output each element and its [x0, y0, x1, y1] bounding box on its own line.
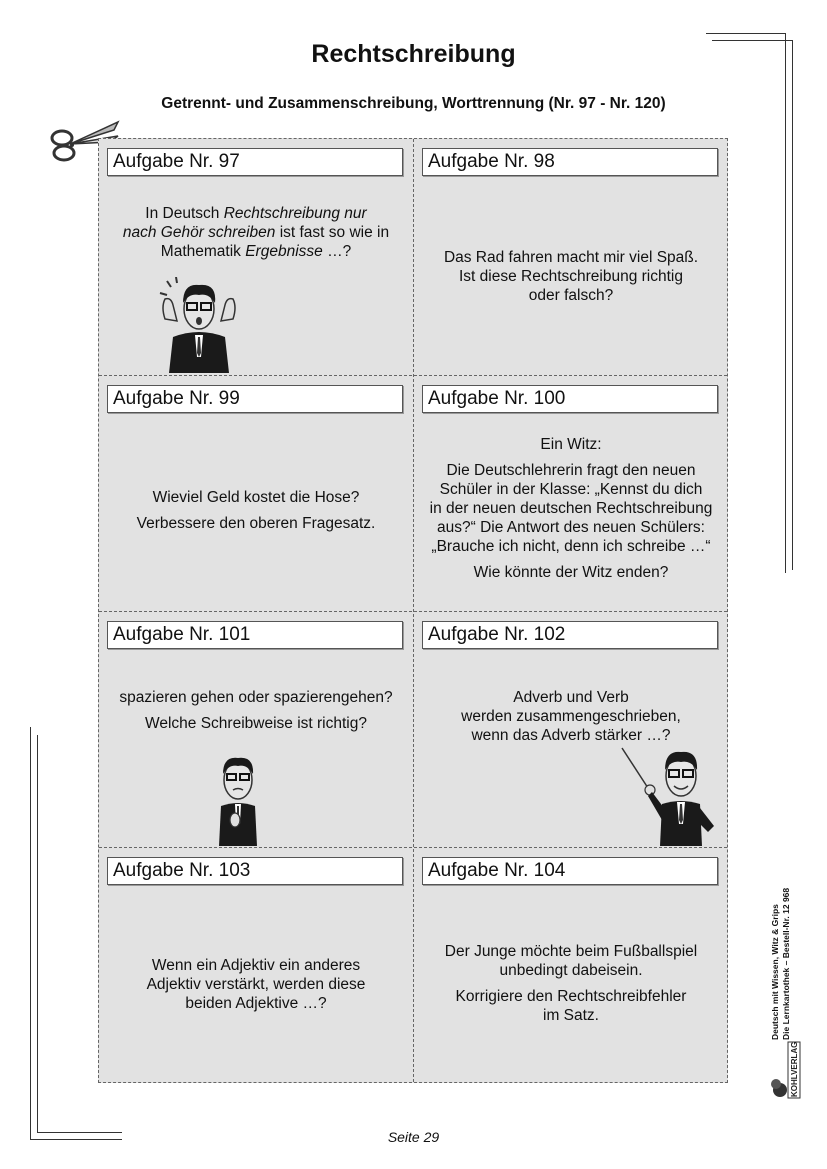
task-card-98: [414, 139, 728, 375]
text-line: oder falsch?: [528, 287, 614, 304]
text-run: ist fast so wie in: [275, 224, 390, 241]
task-card-100: [414, 376, 728, 612]
task-header: Aufgabe Nr. 102: [422, 621, 718, 649]
publisher-line: Die Lernkartothek – Bestell-Nr. 12 968: [781, 887, 791, 1040]
frame-line: [706, 33, 786, 34]
text-line: Schüler in der Klasse: „Kennst du dich: [439, 481, 703, 498]
text-line: unbedingt dabeisein.: [499, 962, 643, 979]
task-text: [105, 204, 407, 261]
task-header: Aufgabe Nr. 101: [107, 621, 403, 649]
publisher-info: [770, 840, 827, 1040]
text-line: Wieviel Geld kostet die Hose?: [152, 489, 360, 506]
frame-line: [785, 33, 786, 573]
text-line: Wenn ein Adjektiv ein anderes: [151, 957, 361, 974]
text-line: Adjektiv verstärkt, werden diese: [146, 976, 366, 993]
text-line: wenn das Adverb stärker …?: [471, 727, 671, 744]
pointing-teacher-illustration: [618, 742, 718, 846]
text-line: „Brauche ich nicht, denn ich schreibe …“: [431, 538, 711, 555]
task-header: Aufgabe Nr. 98: [422, 148, 718, 176]
text-line: Korrigiere den Rechtschreibfehler: [455, 988, 687, 1005]
publisher-logo: [768, 1040, 804, 1102]
text-line: Adverb und Verb: [513, 689, 629, 706]
publisher-line: Deutsch mit Wissen, Witz & Grips: [770, 904, 780, 1040]
text-line: Welche Schreibweise ist richtig?: [145, 715, 367, 732]
task-text: [420, 688, 722, 745]
card-grid: [98, 138, 728, 1083]
task-text: [420, 435, 722, 582]
text-run: …?: [322, 243, 352, 260]
text-line: werden zusammengeschrieben,: [461, 708, 681, 725]
text-line: spazieren gehen oder spazierengehen?: [119, 689, 393, 706]
frame-line: [30, 727, 31, 1139]
task-text: [420, 942, 722, 1025]
task-card-102: [414, 612, 728, 848]
thinking-teacher-illustration: [217, 754, 259, 846]
task-card-103: [99, 848, 413, 1084]
text-line: Der Junge möchte beim Fußballspiel: [444, 943, 698, 960]
task-header: Aufgabe Nr. 99: [107, 385, 403, 413]
text-run-italic: Ergebnisse: [245, 243, 323, 260]
text-line: in der neuen deutschen Rechtschreibung: [429, 500, 713, 517]
text-run-italic: nach Gehör schreiben: [122, 224, 276, 241]
text-line: Das Rad fahren macht mir viel Spaß.: [443, 249, 699, 266]
page-title: Rechtschreibung: [311, 40, 516, 68]
task-card-101: [99, 612, 413, 848]
task-text: [105, 488, 407, 540]
task-text: [105, 956, 407, 1013]
task-header: Aufgabe Nr. 97: [107, 148, 403, 176]
text-line: Ein Witz:: [540, 436, 602, 453]
task-header: Aufgabe Nr. 100: [422, 385, 718, 413]
task-card-97: [99, 139, 413, 375]
text-line: aus?“ Die Antwort des neuen Schülers:: [437, 519, 705, 536]
surprised-teacher-illustration: [159, 277, 239, 373]
page-number: Seite 29: [387, 1129, 440, 1145]
text-line: Die Deutschlehrerin fragt den neuen: [446, 462, 696, 479]
task-text: [105, 688, 407, 740]
task-header: Aufgabe Nr. 104: [422, 857, 718, 885]
text-run: In Deutsch: [145, 205, 224, 222]
text-line: Wie könnte der Witz enden?: [473, 564, 669, 581]
task-card-99: [99, 376, 413, 612]
frame-line: [792, 40, 793, 570]
text-run: Mathematik: [160, 243, 246, 260]
task-header: Aufgabe Nr. 103: [107, 857, 403, 885]
task-text: [420, 248, 722, 305]
text-run-italic: Rechtschreibung nur: [223, 205, 367, 222]
page-subtitle: Getrennt- und Zusammenschreibung, Worttrennung (Nr. 97 - Nr. 120): [161, 95, 666, 112]
task-card-104: [414, 848, 728, 1084]
text-line: Ist diese Rechtschreibung richtig: [458, 268, 683, 285]
frame-line: [37, 735, 38, 1133]
logo-text: KOHLVERLAG: [790, 1041, 799, 1097]
text-line: im Satz.: [543, 1007, 599, 1024]
text-line: Verbessere den oberen Fragesatz.: [136, 515, 376, 532]
text-line: beiden Adjektive …?: [185, 995, 327, 1012]
